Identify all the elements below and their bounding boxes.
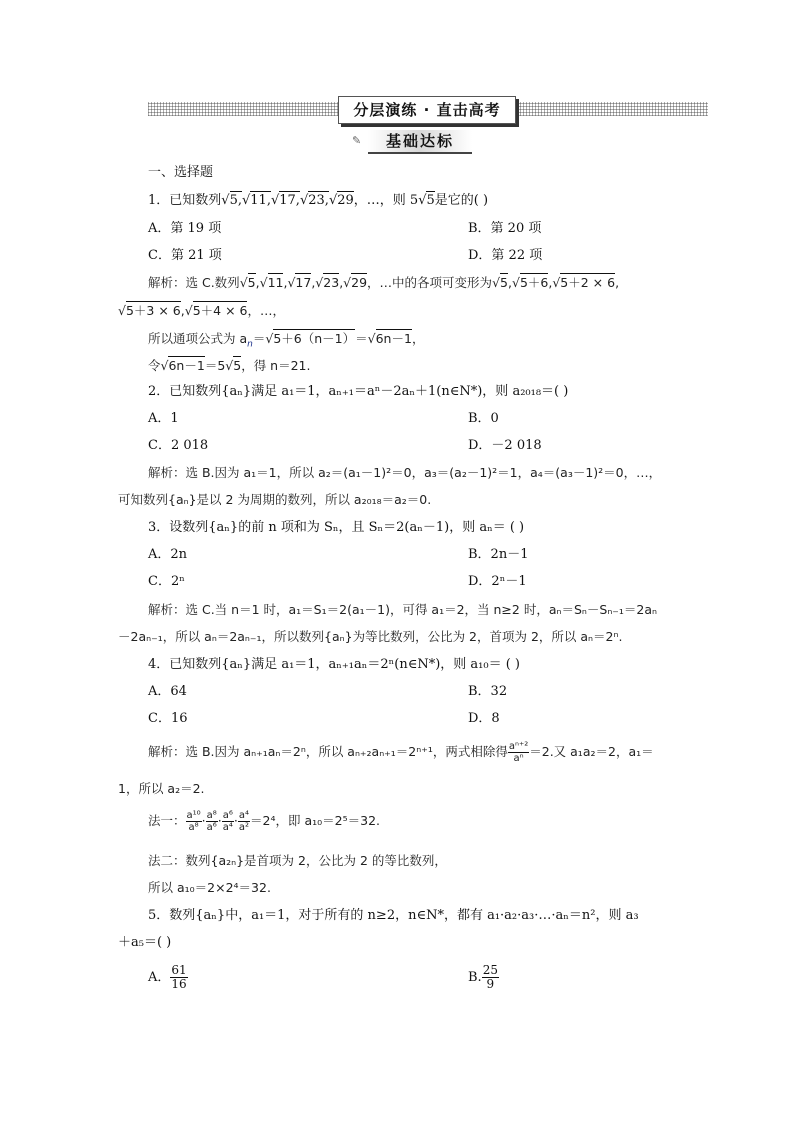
q3-solution-line1: 解析：选 C.当 n＝1 时，a₁＝S₁＝2(a₁－1)，可得 a₁＝2，当 n≥2 时，aₙ＝Sₙ－Sₙ₋₁＝2aₙ — [148, 602, 658, 617]
q1-solution-line4: 令√6n－1＝5√5，得 n＝21. — [148, 358, 311, 373]
q4-method1: 法一： $\frac{\text{a¹⁰}}{\text{a⁸}}$ · $\frac{\text{a⁸}}{\text{a⁶}}$ · $\frac{\text{a⁶}}{\text{a⁴}}$ · $\frac{\text{a⁴}}{\text{a²}}$ ＝2⁴，即 a₁₀＝2⁵＝32. — [148, 810, 381, 833]
q2-stem: 2．已知数列{aₙ}满足 a₁＝1，aₙ₊₁＝aⁿ－2aₙ＋1(n∈N*)，则 a₂₀₁₈＝( ) — [148, 384, 569, 399]
q1-stem: 1．已知数列√5,√11,√17,√23,√29，…，则 5√5是它的( ) — [148, 193, 489, 208]
q2-solution-line2: 可知数列{aₙ}是以 2 为周期的数列，所以 a₂₀₁₈＝a₂＝0. — [118, 492, 432, 507]
q3-option-d: D．2ⁿ－1 — [468, 574, 527, 589]
subsection-banner: 基础达标 — [368, 130, 472, 154]
q4-method2-line1: 法二：数列{a₂ₙ}是首项为 2，公比为 2 的等比数列， — [148, 853, 447, 868]
q4-method2-line2: 所以 a₁₀＝2×2⁴＝32. — [148, 880, 271, 895]
section-heading: 一、选择题 — [148, 165, 214, 180]
q2-solution-line1: 解析：选 B.因为 a₁＝1，所以 a₂＝(a₁－1)²＝0，a₃＝(a₂－1)²＝1，a₄＝(a₃－1)²＝0，…， — [148, 465, 662, 480]
q1-solution-line1: 解析：选 C.数列√5,√11,√17,√23,√29，…中的各项可变形为√5,√5＋6,√5＋2 × 6, — [148, 275, 620, 290]
q5-stem-line1: 5．数列{aₙ}中，a₁＝1，对于所有的 n≥2，n∈N*，都有 a₁·a₂·a₃·…·aₙ＝n²，则 a₃ — [148, 908, 639, 923]
q3-solution-line2: －2aₙ₋₁，所以 aₙ＝2aₙ₋₁，所以数列{aₙ}为等比数列，公比为 2，首项为 2，所以 aₙ＝2ⁿ. — [118, 629, 623, 644]
q3-stem: 3．设数列{aₙ}的前 n 项和为 Sₙ，且 Sₙ＝2(aₙ－1)，则 aₙ＝ ( ) — [148, 520, 525, 535]
section-banner: 分层演练 · 直击高考 — [338, 96, 516, 124]
q4-option-b: B．32 — [468, 684, 508, 699]
q5-option-a: A． $\frac{61}{16}$ — [148, 963, 187, 991]
q3-option-b: B．2n－1 — [468, 547, 529, 562]
q5-stem-line2: ＋a₅＝( ) — [118, 935, 172, 950]
q1-solution-line3: 所以通项公式为 $a_n=√5+6(n-1)=√6n-1$， — [148, 331, 425, 350]
subbanner-mark-icon: ✎ — [352, 134, 362, 147]
q1-solution-line2: √5＋3 × 6,√5＋4 × 6，…， — [118, 303, 285, 318]
q2-option-c: C．2 018 — [148, 438, 209, 453]
q4-option-d: D．8 — [468, 711, 500, 726]
q2-option-d: D．－2 018 — [468, 438, 542, 453]
q4-fraction: $\frac{\text{aⁿ⁺²}}{\text{aⁿ}}$ — [508, 741, 529, 764]
q4-option-a: A．64 — [148, 684, 187, 699]
q3-option-c: C．2ⁿ — [148, 574, 185, 589]
q2-option-a: A．1 — [148, 411, 179, 426]
q4-solution-line2: 1，所以 a₂＝2. — [118, 781, 205, 796]
q4-option-c: C．16 — [148, 711, 188, 726]
q5-option-b: B. $\frac{25}{9}$ — [468, 963, 498, 991]
q1-option-a: A．第 19 项 — [148, 221, 222, 236]
q1-option-c: C．第 21 项 — [148, 248, 222, 263]
q4-solution-line1: 解析：选 B.因为 aₙ₊₁aₙ＝2ⁿ，所以 aₙ₊₂aₙ₊₁＝2ⁿ⁺¹，两式相除得 $\frac{\text{aⁿ⁺²}}{\text{aⁿ}}$ ＝2.又 a₁a₂＝2，a₁＝ — [148, 741, 654, 764]
q1-option-d: D．第 22 项 — [468, 248, 543, 263]
q2-option-b: B．0 — [468, 411, 499, 426]
q3-option-a: A．2n — [148, 547, 188, 562]
q1-option-b: B．第 20 项 — [468, 221, 542, 236]
q4-stem: 4．已知数列{aₙ}满足 a₁＝1，aₙ₊₁aₙ＝2ⁿ(n∈N*)，则 a₁₀＝ ( ) — [148, 657, 520, 672]
